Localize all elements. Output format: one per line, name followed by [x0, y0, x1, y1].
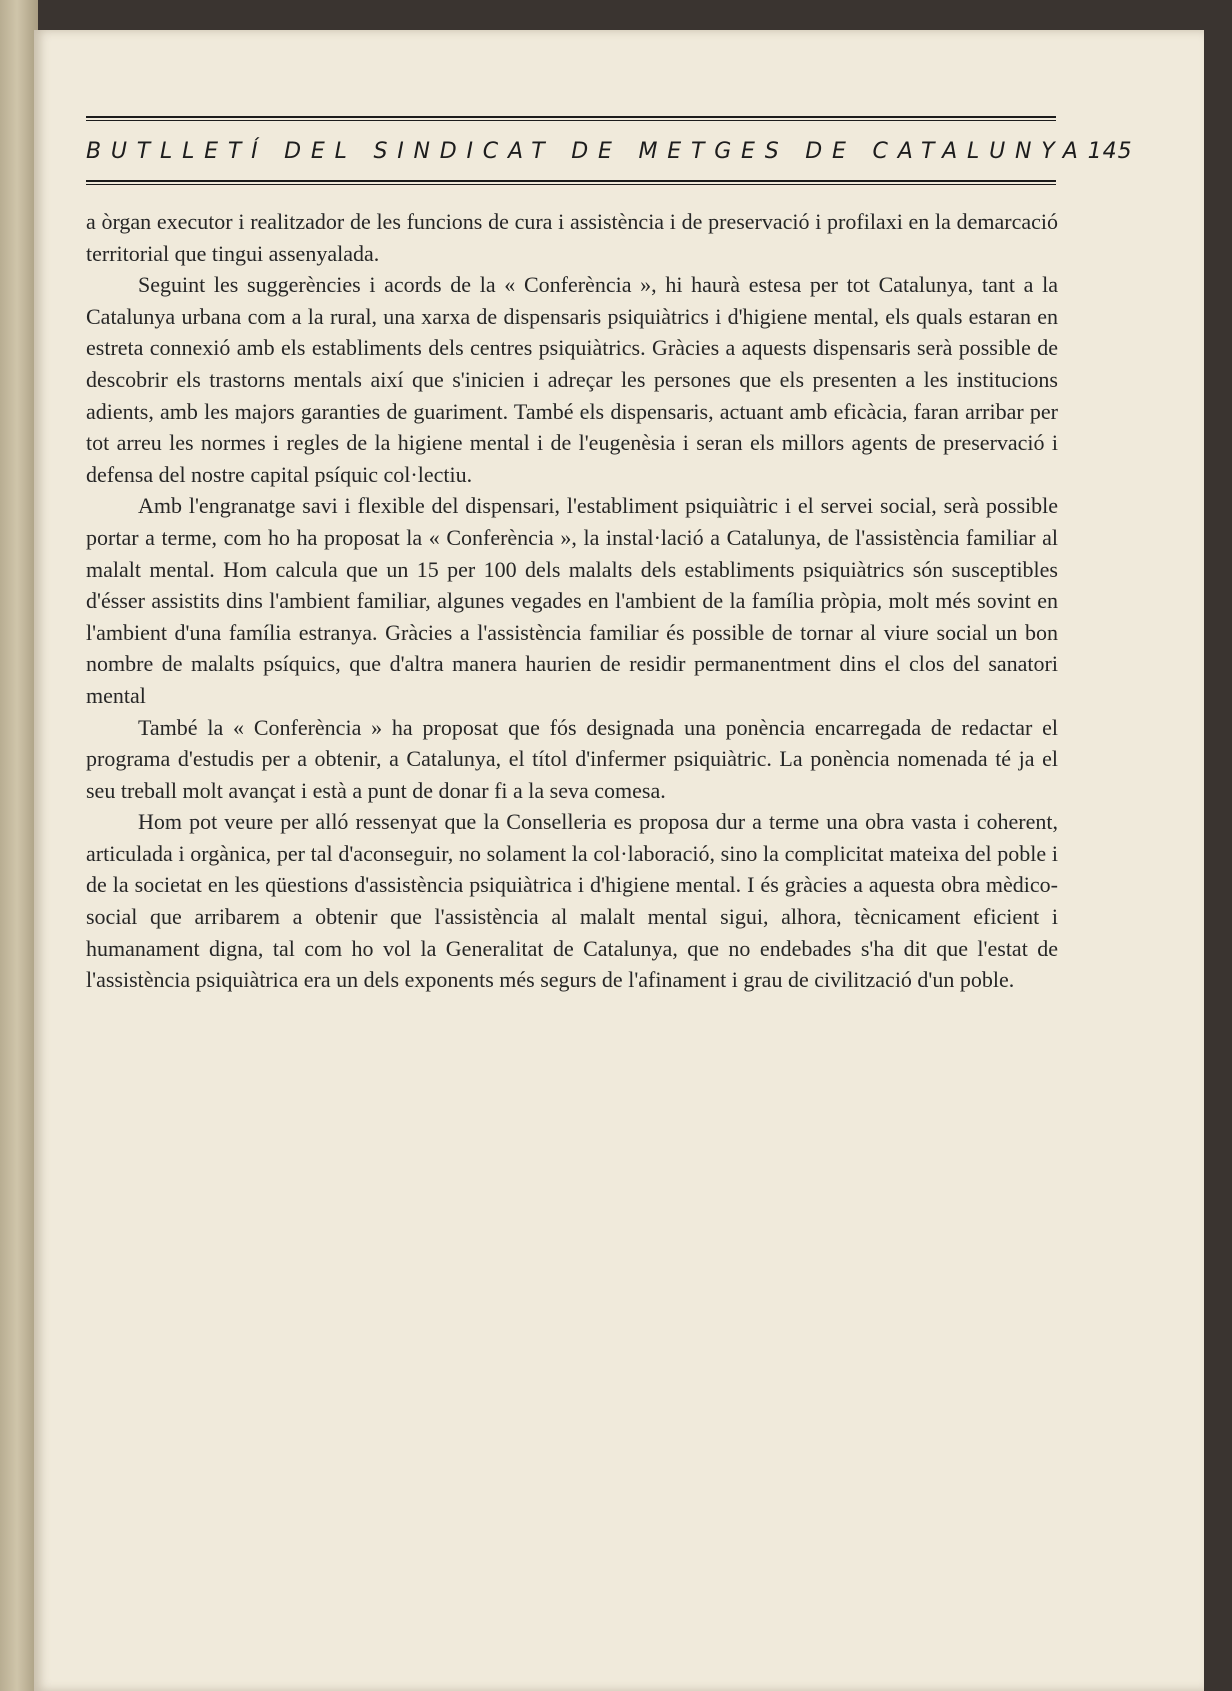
paragraph: Seguint les suggerències i acords de la « Conferència », hi haurà estesa per tot Catalunya, tant a la Catalunya urbana com a la rural, una xarxa de dispensaris psiquiàtrics i d'higiene mental, els quals estaran en estreta connexió amb els establiments dels centres psiquiàtrics. Gràcies a aquests dispensaris serà possible de descobrir els trastorns mentals així que s'inicien i adreçar les persones que els presenten a les institucions adients, amb les majors garanties de guariment. També els dispensaris, actuant amb eficàcia, faran arribar per tot arreu les normes i regles de la higiene mental i de l'eugenèsia i seran els millors agents de preservació i defensa del nostre capital psíquic col·lectiu. [86, 272, 1058, 487]
running-head [86, 130, 1133, 172]
paragraph: a òrgan executor i realitzador de les funcions de cura i assistència i de preservació i profilaxi en la demarcació territorial que tingui assenyalada. [86, 209, 1058, 266]
header-rule-bottom-thin [86, 184, 1056, 185]
header-rule-bottom [86, 180, 1056, 182]
header-rule-top-thin [86, 120, 1056, 121]
header-rule-top [86, 116, 1056, 118]
scanned-page [34, 30, 1204, 1691]
paragraph: També la « Conferència » ha proposat que fós designada una ponència encarregada de redactar el programa d'estudis per a obtenir, a Catalunya, el títol d'infermer psiquiàtric. La ponència nomenada té ja el seu treball molt avançat i està a punt de donar fi a la seva comesa. [86, 714, 1058, 803]
book-spine [0, 0, 38, 1691]
paragraph: Hom pot veure per alló ressenyat que la Conselleria es proposa dur a terme una obra vasta i coherent, articulada i orgànica, per tal d'aconseguir, no solament la col·laboració, sino la complicitat mateixa del poble i de la societat en les qüestions d'assistència psiquiàtrica i d'higiene mental. I és gràcies a aquesta obra mèdico-social que arribarem a obtenir que l'assistència al malalt mental sigui, alhora, tècnicament eficient i humanament digna, tal com ho vol la Generalitat de Catalunya, que no endebades s'ha dit que l'estat de l'assistència psiquiàtrica era un dels exponents més segurs de l'afinament i grau de civilització d'un poble. [86, 809, 1058, 993]
article-body [86, 206, 1058, 996]
page-number: 145 [1087, 138, 1133, 164]
paragraph: Amb l'engranatge savi i flexible del dispensari, l'establiment psiquiàtric i el servei social, serà possible portar a terme, com ho ha proposat la « Conferència », la instal·lació a Catalunya, de l'assistència familiar al malalt mental. Hom calcula que un 15 per 100 dels malalts dels establiments psiquiàtrics són susceptibles d'ésser assistits dins l'ambient familiar, algunes vegades en l'ambient de la família pròpia, molt més sovint en l'ambient d'una família estranya. Gràcies a l'assistència familiar és possible de tornar al viure social un bon nombre de malalts psíquics, que d'altra manera haurien de residir permanentment dins el clos del sanatori mental [86, 493, 1058, 708]
journal-title: BUTLLETÍ DEL SINDICAT DE METGES DE CATALUNYA [86, 138, 1088, 164]
